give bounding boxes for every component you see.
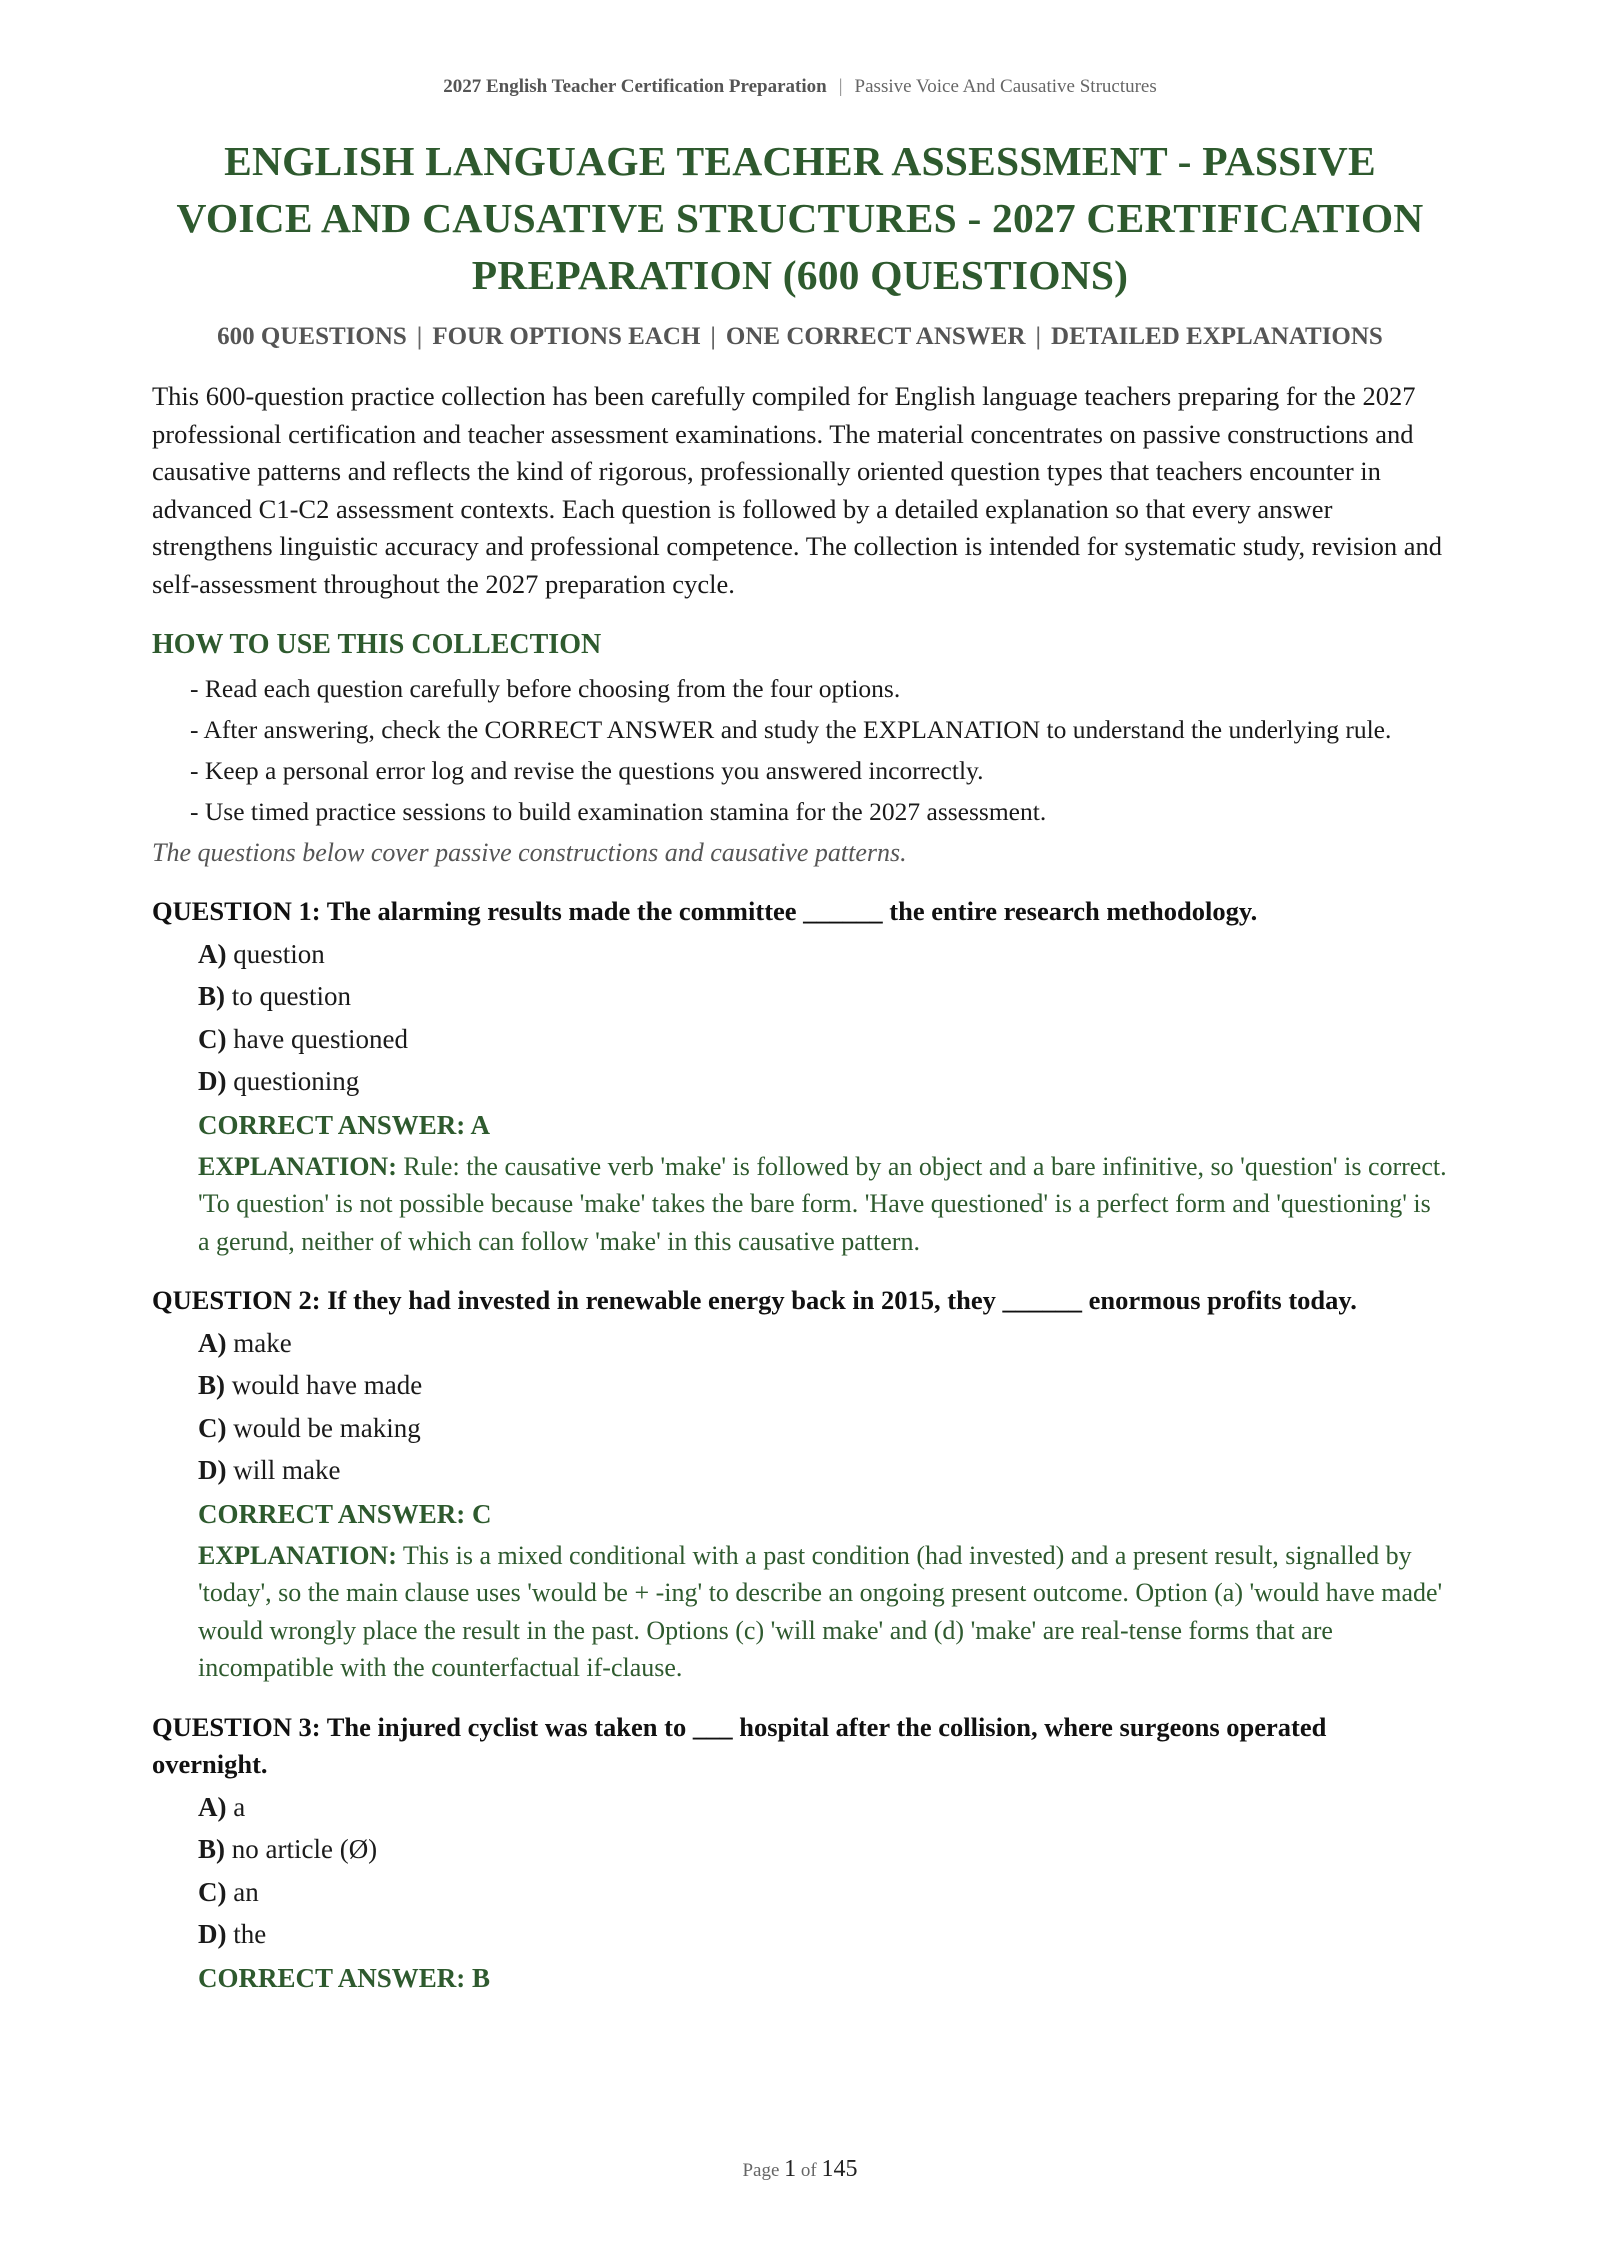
of-word: of bbox=[800, 2160, 817, 2181]
option-item bbox=[198, 1874, 1448, 1910]
option-letter: B) bbox=[198, 1370, 225, 1400]
question-stem: QUESTION 1: The alarming results made the committee ______ the entire research methodology. bbox=[152, 896, 1258, 926]
explanation-label: EXPLANATION: bbox=[198, 1151, 397, 1181]
option-text: a bbox=[233, 1791, 246, 1822]
option-text: questioning bbox=[233, 1066, 360, 1096]
option-letter: D) bbox=[198, 1919, 227, 1949]
scope-note: The questions below cover passive constructions and causative patterns. bbox=[152, 838, 907, 867]
option-item bbox=[198, 1325, 1448, 1361]
option-letter: C) bbox=[198, 1412, 227, 1443]
explanation-text: Rule: the causative verb 'make' is followed by an object and a bare infinitive, so 'question' is correct. 'To question' is not possible because 'make' takes the bare form. 'Have questioned' is a perfect form and 'questioning' is a gerund, neither of which can follow 'make' in this causative pattern. bbox=[198, 1151, 1447, 1256]
document-title: ENGLISH LANGUAGE TEACHER ASSESSMENT - PASSIVE VOICE AND CAUSATIVE STRUCTURES - 2027 CERTIFICATION PREPARATION (600 QUESTIONS) bbox=[176, 138, 1424, 298]
how-to-use-heading: HOW TO USE THIS COLLECTION bbox=[152, 629, 602, 660]
total-pages-number: 145 bbox=[821, 2156, 858, 2182]
option-item bbox=[198, 1367, 1448, 1403]
explanation bbox=[198, 1148, 1448, 1261]
header-left-text: 2027 English Teacher Certification Preparation bbox=[443, 76, 827, 97]
option-text: have questioned bbox=[233, 1023, 408, 1054]
option-item bbox=[198, 1831, 1448, 1867]
option-item bbox=[198, 1410, 1448, 1446]
explanation-text: This is a mixed conditional with a past condition (had invested) and a present result, signalled by 'today', so the main clause uses 'would be + -ing' to describe an ongoing present outcome. Option (a) 'would have made' would wrongly place the result in the past. Options (c) 'will make' and (d) 'make' are real-tense forms that are incompatible with the counterfactual if-clause. bbox=[198, 1540, 1443, 1682]
option-text: an bbox=[233, 1876, 259, 1907]
option-letter: D) bbox=[198, 1066, 227, 1096]
subtitle-item: 600 QUESTIONS bbox=[217, 323, 407, 350]
option-text: will make bbox=[233, 1455, 341, 1485]
option-list bbox=[152, 936, 1448, 1100]
option-letter: A) bbox=[198, 938, 227, 969]
option-item bbox=[198, 978, 1448, 1014]
option-text: would be making bbox=[233, 1412, 421, 1443]
option-text: the bbox=[233, 1919, 267, 1949]
subtitle-separator: | bbox=[710, 323, 716, 350]
option-text: to question bbox=[231, 981, 351, 1011]
option-letter: B) bbox=[198, 981, 225, 1011]
question-stem: QUESTION 2: If they had invested in renewable energy back in 2015, they ______ enormous profits today. bbox=[152, 1285, 1357, 1315]
question-stem: QUESTION 3: The injured cyclist was taken to ___ hospital after the collision, where surgeons operated overnight. bbox=[152, 1711, 1327, 1779]
option-item bbox=[198, 1452, 1448, 1488]
option-item bbox=[198, 1789, 1448, 1825]
option-item bbox=[198, 1021, 1448, 1057]
option-text: make bbox=[233, 1327, 292, 1358]
explanation bbox=[198, 1537, 1448, 1687]
header-right-text: Passive Voice And Causative Structures bbox=[854, 76, 1157, 97]
option-item bbox=[198, 1916, 1448, 1952]
how-to-use-item: - Keep a personal error log and revise the questions you answered incorrectly. bbox=[190, 756, 984, 785]
option-text: no article (Ø) bbox=[231, 1834, 378, 1864]
option-letter: B) bbox=[198, 1834, 225, 1864]
page-content bbox=[152, 133, 1448, 1997]
explanation-label: EXPLANATION: bbox=[198, 1540, 397, 1570]
option-letter: C) bbox=[198, 1876, 227, 1907]
subtitle-item: FOUR OPTIONS EACH bbox=[432, 323, 701, 350]
intro-paragraph: This 600-question practice collection has been carefully compiled for English language teachers preparing for the 2027 professional certification and teacher assessment examinations. The material concentrates on passive constructions and causative patterns and reflects the kind of rigorous, professionally oriented question types that teachers encounter in advanced C1-C2 assessment contexts. Each question is followed by a detailed explanation so that every answer strengthens linguistic accuracy and professional competence. The collection is intended for systematic study, revision and self-assessment throughout the 2027 preparation cycle. bbox=[152, 381, 1443, 599]
running-header bbox=[0, 76, 1600, 98]
how-to-use-item: - After answering, check the CORRECT ANSWER and study the EXPLANATION to understand the underlying rule. bbox=[190, 715, 1392, 744]
question-block bbox=[152, 1282, 1448, 1687]
question-block bbox=[152, 893, 1448, 1260]
subtitle-item: ONE CORRECT ANSWER bbox=[725, 323, 1026, 350]
subtitle-item: DETAILED EXPLANATIONS bbox=[1051, 323, 1383, 350]
subtitle-separator: | bbox=[1035, 323, 1042, 350]
option-letter: A) bbox=[198, 1791, 227, 1822]
header-separator: | bbox=[838, 76, 843, 97]
page-word: Page bbox=[742, 2160, 780, 2181]
option-letter: D) bbox=[198, 1455, 227, 1485]
correct-answer: CORRECT ANSWER: A bbox=[198, 1109, 491, 1140]
option-item bbox=[198, 1063, 1448, 1099]
option-list bbox=[152, 1325, 1448, 1489]
current-page-number: 1 bbox=[784, 2156, 797, 2182]
option-letter: C) bbox=[198, 1023, 227, 1054]
correct-answer: CORRECT ANSWER: C bbox=[198, 1498, 492, 1529]
how-to-use-item: - Use timed practice sessions to build examination stamina for the 2027 assessment. bbox=[190, 797, 1047, 826]
option-letter: A) bbox=[198, 1327, 227, 1358]
question-block bbox=[152, 1709, 1448, 1997]
subtitle-line bbox=[152, 320, 1448, 354]
how-to-use-list bbox=[152, 671, 1448, 830]
correct-answer: CORRECT ANSWER: B bbox=[198, 1962, 491, 1993]
option-text: question bbox=[233, 938, 325, 969]
subtitle-separator: | bbox=[416, 323, 423, 350]
option-item bbox=[198, 936, 1448, 972]
how-to-use-item: - Read each question carefully before choosing from the four options. bbox=[190, 674, 901, 703]
option-text: would have made bbox=[231, 1370, 423, 1400]
page-footer bbox=[0, 2156, 1600, 2183]
option-list bbox=[152, 1789, 1448, 1953]
